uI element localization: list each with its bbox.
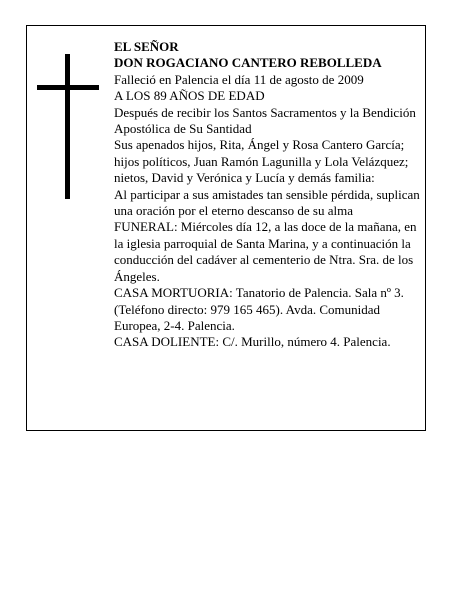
funeral-paragraph: FUNERAL: Miércoles día 12, a las doce de la mañana, en la iglesia parroquial de Santa Marina, y a continuación la conducción del cadáver al cementerio de Ntra. Sra. de los Ángeles.: [114, 219, 417, 284]
death-info: Falleció en Palencia el día 11 de agosto de 2009: [114, 71, 364, 87]
notice-title: EL SEÑOR: [114, 39, 179, 54]
obituary-notice: [26, 25, 426, 431]
family-paragraph: Sus apenados hijos, Rita, Ángel y Rosa Cantero García; hijos políticos, Juan Ramón Lagunilla y Lola Velázquez; nietos, David y Verónica y Lucía y demás familia:: [114, 137, 409, 186]
notice-text: [114, 39, 423, 351]
cross-vertical-bar: [65, 54, 70, 199]
request-paragraph: Al participar a sus amistades tan sensible pérdida, suplican una oración por el eterno descanso de su alma: [114, 186, 420, 219]
sacraments-paragraph: Después de recibir los Santos Sacramentos y la Bendición Apostólica de Su Santidad: [114, 104, 416, 137]
age-line: A LOS 89 AÑOS DE EDAD: [114, 88, 265, 104]
mourning-house-paragraph: CASA DOLIENTE: C/. Murillo, número 4. Palencia.: [114, 334, 391, 350]
deceased-name: DON ROGACIANO CANTERO REBOLLEDA: [114, 55, 382, 71]
cross-icon: [37, 54, 99, 199]
mortuary-paragraph: CASA MORTUORIA: Tanatorio de Palencia. Sala nº 3. (Teléfono directo: 979 165 465). Avda. Comunidad Europea, 2-4. Palencia.: [114, 285, 404, 333]
cross-horizontal-bar: [37, 85, 99, 90]
